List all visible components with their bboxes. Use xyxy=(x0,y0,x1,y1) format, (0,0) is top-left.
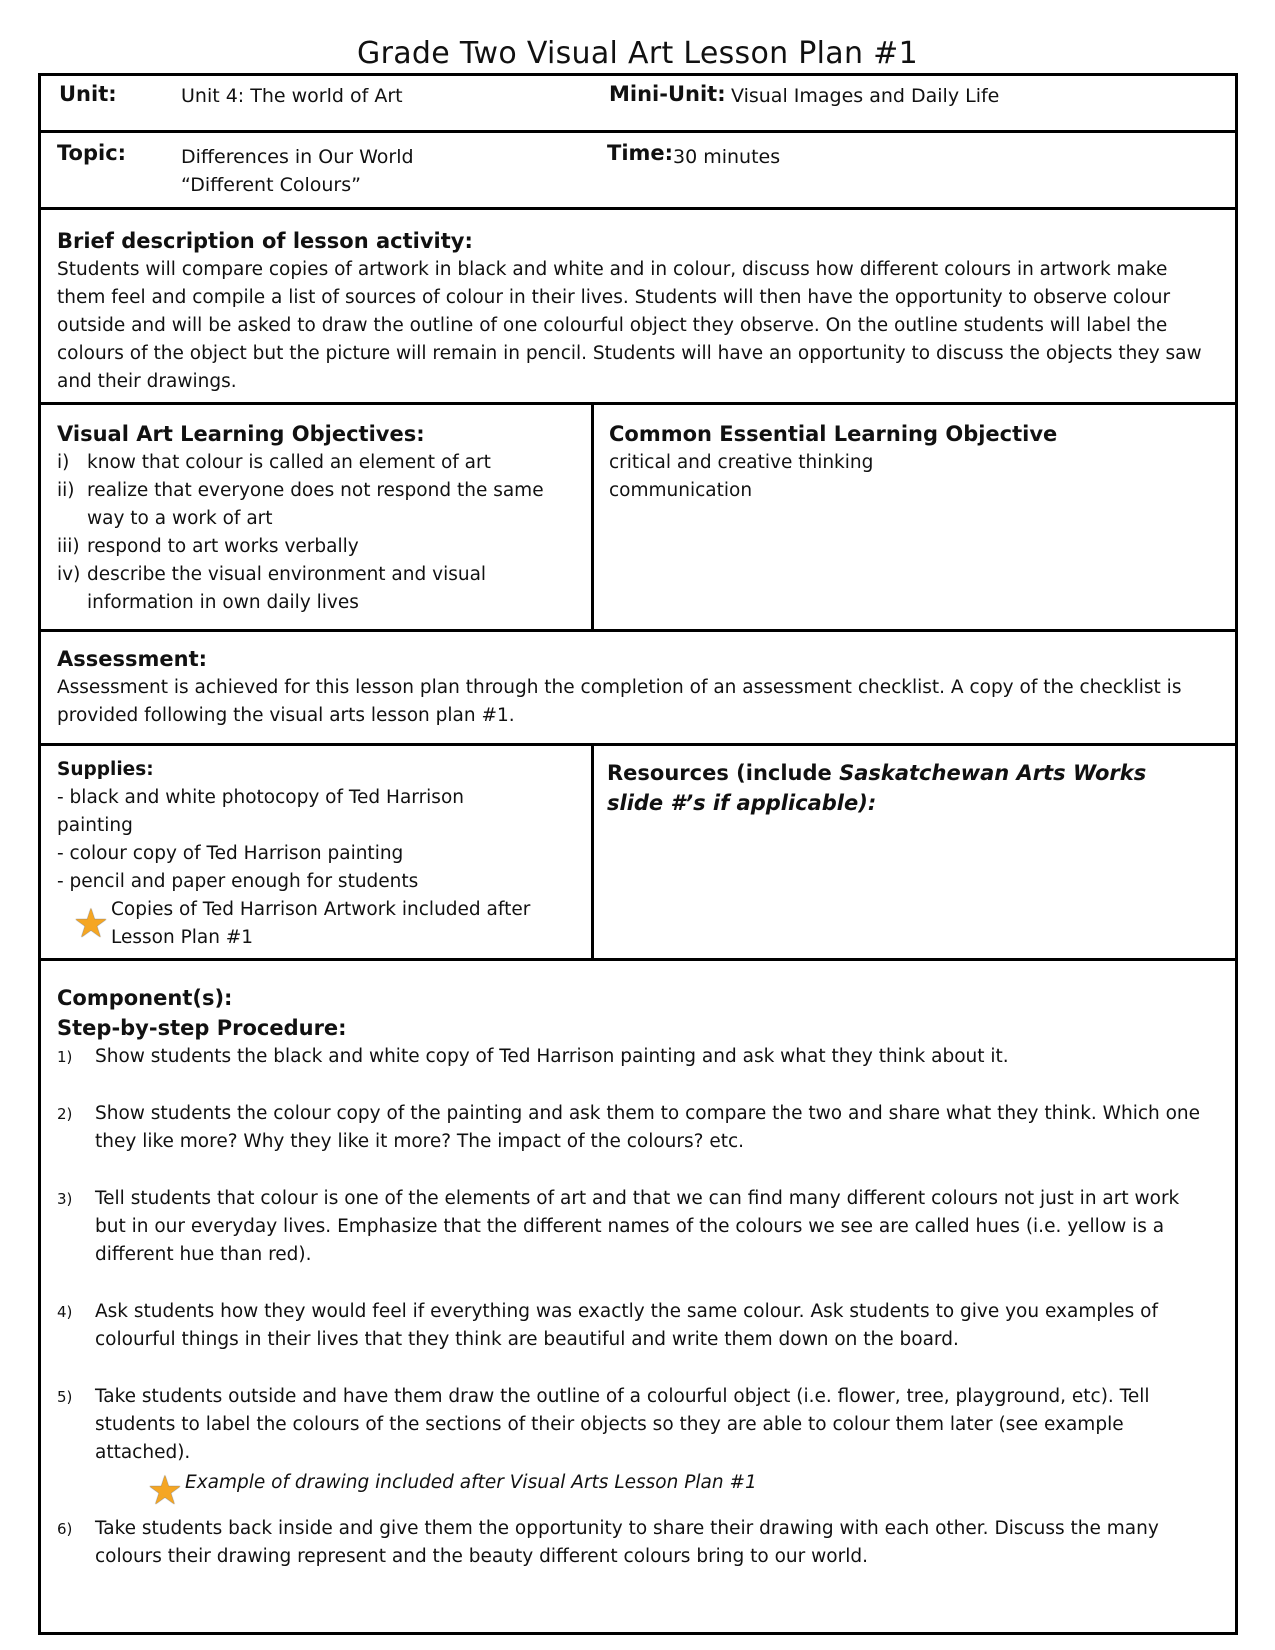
procedure-steps xyxy=(57,1043,1215,1571)
unit-label: Unit: xyxy=(59,82,117,106)
objectives-list xyxy=(57,449,577,617)
topic-label: Topic: xyxy=(57,141,127,165)
resources xyxy=(607,758,1147,818)
procedure-section xyxy=(41,961,1235,1571)
supply-item: - pencil and paper enough for students xyxy=(57,871,419,892)
list-item: 3) Tell students that colour is one of the elements of art and that we can find many different colours not just in art work but in our everyday lives. Emphasize that the different names of the colours we see are called hues (i.e. yellow is a different hue than red). xyxy=(57,1188,1180,1265)
list-item: ii) realize that everyone does not respond the same way to a work of art xyxy=(57,480,544,529)
supply-item: - black and white photocopy of Ted Harrison painting xyxy=(57,787,464,836)
star-icon: ★ xyxy=(147,1468,183,1514)
description-text: Students will compare copies of artwork in black and white and in colour, discuss how different colours in artwork make them feel and compile a list of sources of colour in their lives. Students will then have the opportunity to observe colour outside and will be asked to draw the outline of one colourful object they observe. On the outline students will label the colours of the object but the picture will remain in pencil. Students will have an opportunity to discuss the objects they saw and their drawings. xyxy=(57,259,1202,392)
cel-item: critical and creative thinking xyxy=(609,452,874,473)
list-item: i) know that colour is called an element of art xyxy=(57,452,491,473)
cel-heading: Common Essential Learning Objective xyxy=(609,422,1058,446)
common-essential-learning xyxy=(609,419,1209,505)
list-item: 6) Take students back inside and give them the opportunity to share their drawing with each other. Discuss the many colours their drawing represent and the beauty different colours bring to our world. xyxy=(57,1518,1159,1567)
topic-value-line1: Differences in Our World xyxy=(181,146,414,168)
supplies-heading: Supplies: xyxy=(57,759,154,780)
mini-unit-value: Visual Images and Daily Life xyxy=(731,85,1000,107)
objectives-heading: Visual Art Learning Objectives: xyxy=(57,422,425,446)
visual-art-objectives xyxy=(57,419,577,617)
objectives-row xyxy=(41,405,1235,632)
assessment-section xyxy=(41,632,1235,746)
list-item: iii) respond to art works verbally xyxy=(57,536,359,557)
time-value: 30 minutes xyxy=(673,146,781,168)
example-note xyxy=(95,1468,1215,1514)
assessment-heading: Assessment: xyxy=(57,647,208,671)
time-label: Time: xyxy=(607,141,674,165)
list-item: iv) describe the visual environment and visual information in own daily lives xyxy=(57,564,487,613)
list-item: 5) Take students outside and have them draw the outline of a colourful object (i.e. flower, tree, playground, etc). Tell students to label the colours of the sections of their objects so they are able to colour them later (see example attached). ★ Example of drawing included after Visual Arts Lesson Plan #1 xyxy=(57,1383,1215,1497)
unit-row xyxy=(41,76,1235,133)
page-title: Grade Two Visual Art Lesson Plan #1 xyxy=(357,36,918,71)
lesson-plan-table xyxy=(38,73,1238,1635)
topic-value-line2: “Different Colours” xyxy=(181,174,361,196)
mini-unit-label: Mini-Unit: xyxy=(609,82,726,106)
supplies-note-text: Copies of Ted Harrison Artwork included after Lesson Plan #1 xyxy=(111,899,531,948)
assessment-text: Assessment is achieved for this lesson plan through the completion of an assessment checklist. A copy of the checklist is provided following the visual arts lesson plan #1. xyxy=(57,677,1182,726)
description-heading: Brief description of lesson activity: xyxy=(57,229,473,253)
topic-row xyxy=(41,133,1235,210)
unit-value: Unit 4: The world of Art xyxy=(181,85,403,107)
column-divider xyxy=(591,405,594,629)
column-divider xyxy=(591,746,594,958)
supplies-row xyxy=(41,746,1235,961)
supply-item: - colour copy of Ted Harrison painting xyxy=(57,843,404,864)
list-item: 1) Show students the black and white copy of Ted Harrison painting and ask what they think about it. xyxy=(57,1046,1009,1067)
example-note-text: Example of drawing included after Visual Arts Lesson Plan #1 xyxy=(185,1472,757,1493)
star-icon: ★ xyxy=(73,901,109,947)
cel-item: communication xyxy=(609,480,753,501)
procedure-heading: Step-by-step Procedure: xyxy=(57,1016,347,1040)
supplies-note xyxy=(57,896,579,952)
list-item: 4) Ask students how they would feel if everything was exactly the same colour. Ask students to give you examples of colourful things in their lives that they think are beautiful and write them down on the board. xyxy=(57,1301,1158,1350)
resources-heading: Resources (include Saskatchewan Arts Works slide #’s if applicable): xyxy=(607,761,1147,815)
list-item: 2) Show students the colour copy of the painting and ask them to compare the two and share what they think. Which one they like more? Why they like it more? The impact of the colours? etc. xyxy=(57,1103,1201,1152)
component-heading: Component(s): xyxy=(57,986,233,1010)
description-section xyxy=(41,210,1235,405)
supplies xyxy=(57,756,579,952)
